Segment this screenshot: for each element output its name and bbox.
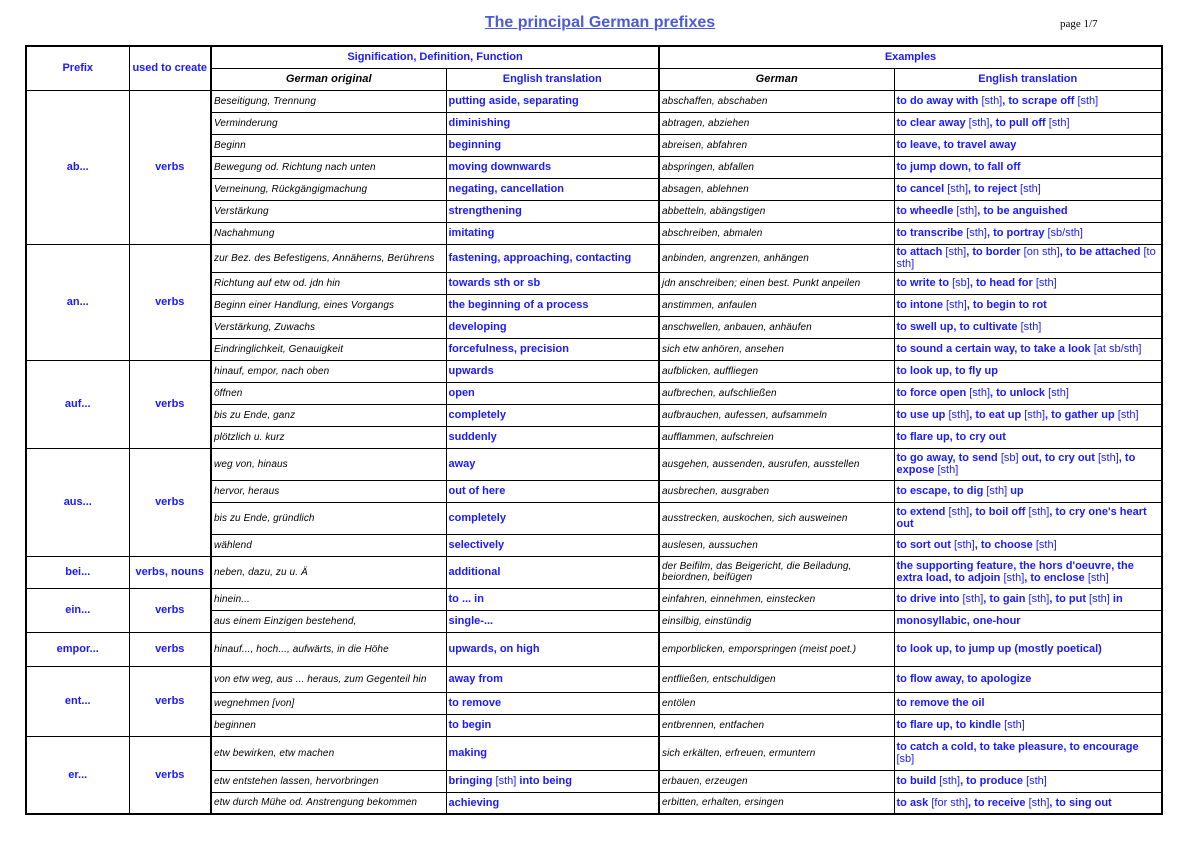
table-row xyxy=(26,244,1162,272)
german-example-cell: entölen xyxy=(659,692,894,714)
english-example-cell: to intone [sth], to begin to rot xyxy=(894,294,1162,316)
english-example-cell: to catch a cold, to take pleasure, to encourage [sb] xyxy=(894,736,1162,770)
german-example-cell: aufblicken, auffliegen xyxy=(659,360,894,382)
english-definition-cell: to ... in xyxy=(446,588,659,610)
used-to-create-cell: verbs xyxy=(129,632,211,666)
english-example-cell: to transcribe [sth], to portray [sb/sth] xyxy=(894,222,1162,244)
german-definition-cell: aus einem Einzigen bestehend, xyxy=(211,610,446,632)
document-title: The principal German prefixes xyxy=(484,14,716,31)
english-example-cell: to leave, to travel away xyxy=(894,134,1162,156)
table-row xyxy=(26,588,1162,610)
german-definition-cell: Beginn einer Handlung, eines Vorgangs xyxy=(211,294,446,316)
english-example-cell: to sound a certain way, to take a look [at sb/sth] xyxy=(894,338,1162,360)
used-to-create-cell: verbs xyxy=(129,90,211,244)
english-definition-cell: away xyxy=(446,448,659,480)
english-definition-cell: additional xyxy=(446,556,659,588)
header-german: German xyxy=(659,68,894,90)
german-definition-cell: hinein... xyxy=(211,588,446,610)
german-definition-cell: Bewegung od. Richtung nach unten xyxy=(211,156,446,178)
english-example-cell: to cancel [sth], to reject [sth] xyxy=(894,178,1162,200)
english-definition-cell: beginning xyxy=(446,134,659,156)
german-definition-cell: hinauf..., hoch..., aufwärts, in die Höhe xyxy=(211,632,446,666)
header-used-to-create: used to create xyxy=(129,46,211,90)
german-example-cell: aufflammen, aufschreien xyxy=(659,426,894,448)
used-to-create-cell: verbs xyxy=(129,448,211,556)
german-definition-cell: weg von, hinaus xyxy=(211,448,446,480)
english-example-cell: to go away, to send [sb] out, to cry out [sth], to expose [sth] xyxy=(894,448,1162,480)
table-row xyxy=(26,736,1162,770)
english-example-cell: to remove the oil xyxy=(894,692,1162,714)
german-example-cell: emporblicken, emporspringen (meist poet.) xyxy=(659,632,894,666)
english-example-cell: to swell up, to cultivate [sth] xyxy=(894,316,1162,338)
german-definition-cell: Verneinung, Rückgängigmachung xyxy=(211,178,446,200)
header-german-original: German original xyxy=(211,68,446,90)
prefix-cell: ein... xyxy=(26,588,129,632)
english-example-cell: to drive into [sth], to gain [sth], to put [sth] in xyxy=(894,588,1162,610)
english-definition-cell: upwards xyxy=(446,360,659,382)
english-definition-cell: putting aside, separating xyxy=(446,90,659,112)
german-example-cell: absagen, ablehnen xyxy=(659,178,894,200)
prefix-cell: auf... xyxy=(26,360,129,448)
header-prefix: Prefix xyxy=(26,46,129,90)
english-definition-cell: single-... xyxy=(446,610,659,632)
english-definition-cell: making xyxy=(446,736,659,770)
german-definition-cell: Verstärkung xyxy=(211,200,446,222)
german-example-cell: anbinden, angrenzen, anhängen xyxy=(659,244,894,272)
german-definition-cell: wählend xyxy=(211,534,446,556)
english-example-cell: the supporting feature, the hors d'oeuvre, the extra load, to adjoin [sth], to enclose [sth] xyxy=(894,556,1162,588)
german-definition-cell: bis zu Ende, ganz xyxy=(211,404,446,426)
english-definition-cell: moving downwards xyxy=(446,156,659,178)
used-to-create-cell: verbs xyxy=(129,244,211,360)
prefix-cell: empor... xyxy=(26,632,129,666)
english-definition-cell: completely xyxy=(446,502,659,534)
german-definition-cell: etw entstehen lassen, hervorbringen xyxy=(211,770,446,792)
english-example-cell: to look up, to jump up (mostly poetical) xyxy=(894,632,1162,666)
german-definition-cell: beginnen xyxy=(211,714,446,736)
german-example-cell: ausgehen, aussenden, ausrufen, ausstellen xyxy=(659,448,894,480)
english-example-cell: to sort out [sth], to choose [sth] xyxy=(894,534,1162,556)
german-definition-cell: von etw weg, aus ... heraus, zum Gegenteil hin xyxy=(211,666,446,692)
german-example-cell: anschwellen, anbauen, anhäufen xyxy=(659,316,894,338)
german-definition-cell: Richtung auf etw od. jdn hin xyxy=(211,272,446,294)
english-example-cell: to build [sth], to produce [sth] xyxy=(894,770,1162,792)
used-to-create-cell: verbs xyxy=(129,736,211,814)
english-example-cell: monosyllabic, one-hour xyxy=(894,610,1162,632)
english-example-cell: to force open [sth], to unlock [sth] xyxy=(894,382,1162,404)
german-example-cell: erbitten, erhalten, ersingen xyxy=(659,792,894,814)
english-example-cell: to escape, to dig [sth] up xyxy=(894,480,1162,502)
german-example-cell: abschreiben, abmalen xyxy=(659,222,894,244)
english-definition-cell: out of here xyxy=(446,480,659,502)
german-definition-cell: Verminderung xyxy=(211,112,446,134)
german-definition-cell: bis zu Ende, gründlich xyxy=(211,502,446,534)
german-example-cell: einfahren, einnehmen, einstecken xyxy=(659,588,894,610)
english-example-cell: to look up, to fly up xyxy=(894,360,1162,382)
german-example-cell: entbrennen, entfachen xyxy=(659,714,894,736)
english-definition-cell: bringing [sth] into being xyxy=(446,770,659,792)
english-definition-cell: the beginning of a process xyxy=(446,294,659,316)
german-example-cell: abtragen, abziehen xyxy=(659,112,894,134)
prefix-table xyxy=(25,45,1163,815)
german-example-cell: aufbrauchen, aufessen, aufsammeln xyxy=(659,404,894,426)
header-english-translation: English translation xyxy=(446,68,659,90)
english-example-cell: to write to [sb], to head for [sth] xyxy=(894,272,1162,294)
table-row xyxy=(26,632,1162,666)
german-example-cell: einsilbig, einstündig xyxy=(659,610,894,632)
prefix-cell: bei... xyxy=(26,556,129,588)
english-example-cell: to flow away, to apologize xyxy=(894,666,1162,692)
english-definition-cell: fastening, approaching, contacting xyxy=(446,244,659,272)
german-example-cell: ausstrecken, auskochen, sich ausweinen xyxy=(659,502,894,534)
german-example-cell: abschaffen, abschaben xyxy=(659,90,894,112)
table-row xyxy=(26,556,1162,588)
table-body xyxy=(26,90,1162,814)
prefix-cell: an... xyxy=(26,244,129,360)
english-definition-cell: imitating xyxy=(446,222,659,244)
english-definition-cell: achieving xyxy=(446,792,659,814)
english-definition-cell: away from xyxy=(446,666,659,692)
english-definition-cell: upwards, on high xyxy=(446,632,659,666)
english-definition-cell: forcefulness, precision xyxy=(446,338,659,360)
used-to-create-cell: verbs, nouns xyxy=(129,556,211,588)
table-row xyxy=(26,448,1162,480)
english-example-cell: to attach [sth], to border [on sth], to be attached [to sth] xyxy=(894,244,1162,272)
page-number: page 1/7 xyxy=(1060,18,1098,30)
german-definition-cell: etw bewirken, etw machen xyxy=(211,736,446,770)
german-example-cell: jdn anschreiben; einen best. Punkt anpeilen xyxy=(659,272,894,294)
german-example-cell: erbauen, erzeugen xyxy=(659,770,894,792)
german-definition-cell: zur Bez. des Befestigens, Annäherns, Berührens xyxy=(211,244,446,272)
english-definition-cell: towards sth or sb xyxy=(446,272,659,294)
table-row xyxy=(26,90,1162,112)
english-example-cell: to flare up, to cry out xyxy=(894,426,1162,448)
german-example-cell: sich etw anhören, ansehen xyxy=(659,338,894,360)
german-example-cell: entfließen, entschuldigen xyxy=(659,666,894,692)
german-definition-cell: Eindringlichkeit, Genauigkeit xyxy=(211,338,446,360)
header-english-translation-examples: English translation xyxy=(894,68,1162,90)
prefix-cell: ent... xyxy=(26,666,129,736)
english-example-cell: to use up [sth], to eat up [sth], to gather up [sth] xyxy=(894,404,1162,426)
english-example-cell: to ask [for sth], to receive [sth], to sing out xyxy=(894,792,1162,814)
german-definition-cell: plötzlich u. kurz xyxy=(211,426,446,448)
german-definition-cell: öffnen xyxy=(211,382,446,404)
prefix-cell: ab... xyxy=(26,90,129,244)
table-row xyxy=(26,666,1162,692)
english-example-cell: to wheedle [sth], to be anguished xyxy=(894,200,1162,222)
used-to-create-cell: verbs xyxy=(129,666,211,736)
german-definition-cell: Verstärkung, Zuwachs xyxy=(211,316,446,338)
english-definition-cell: diminishing xyxy=(446,112,659,134)
german-example-cell: aufbrechen, aufschließen xyxy=(659,382,894,404)
german-example-cell: abspringen, abfallen xyxy=(659,156,894,178)
table-row xyxy=(26,360,1162,382)
english-definition-cell: open xyxy=(446,382,659,404)
english-example-cell: to flare up, to kindle [sth] xyxy=(894,714,1162,736)
german-example-cell: abbetteln, abängstigen xyxy=(659,200,894,222)
english-definition-cell: negating, cancellation xyxy=(446,178,659,200)
german-definition-cell: Nachahmung xyxy=(211,222,446,244)
english-example-cell: to do away with [sth], to scrape off [sth] xyxy=(894,90,1162,112)
english-definition-cell: strengthening xyxy=(446,200,659,222)
german-example-cell: anstimmen, anfaulen xyxy=(659,294,894,316)
german-definition-cell: Beginn xyxy=(211,134,446,156)
english-example-cell: to jump down, to fall off xyxy=(894,156,1162,178)
german-definition-cell: Beseitigung, Trennung xyxy=(211,90,446,112)
german-example-cell: der Beifilm, das Beigericht, die Beiladung, beiordnen, beifügen xyxy=(659,556,894,588)
english-definition-cell: to remove xyxy=(446,692,659,714)
english-example-cell: to extend [sth], to boil off [sth], to cry one's heart out xyxy=(894,502,1162,534)
english-definition-cell: suddenly xyxy=(446,426,659,448)
german-definition-cell: hervor, heraus xyxy=(211,480,446,502)
german-example-cell: abreisen, abfahren xyxy=(659,134,894,156)
german-definition-cell: wegnehmen [von] xyxy=(211,692,446,714)
header-examples: Examples xyxy=(659,46,1162,68)
used-to-create-cell: verbs xyxy=(129,360,211,448)
used-to-create-cell: verbs xyxy=(129,588,211,632)
english-definition-cell: to begin xyxy=(446,714,659,736)
german-definition-cell: etw durch Mühe od. Anstrengung bekommen xyxy=(211,792,446,814)
english-definition-cell: selectively xyxy=(446,534,659,556)
header-signification: Signification, Definition, Function xyxy=(211,46,659,68)
german-example-cell: ausbrechen, ausgraben xyxy=(659,480,894,502)
german-definition-cell: neben, dazu, zu u. Ä xyxy=(211,556,446,588)
english-definition-cell: completely xyxy=(446,404,659,426)
prefix-cell: er... xyxy=(26,736,129,814)
header-row-top xyxy=(26,46,1162,68)
english-definition-cell: developing xyxy=(446,316,659,338)
german-example-cell: sich erkälten, erfreuen, ermuntern xyxy=(659,736,894,770)
german-example-cell: auslesen, aussuchen xyxy=(659,534,894,556)
prefix-cell: aus... xyxy=(26,448,129,556)
english-example-cell: to clear away [sth], to pull off [sth] xyxy=(894,112,1162,134)
german-definition-cell: hinauf, empor, nach oben xyxy=(211,360,446,382)
